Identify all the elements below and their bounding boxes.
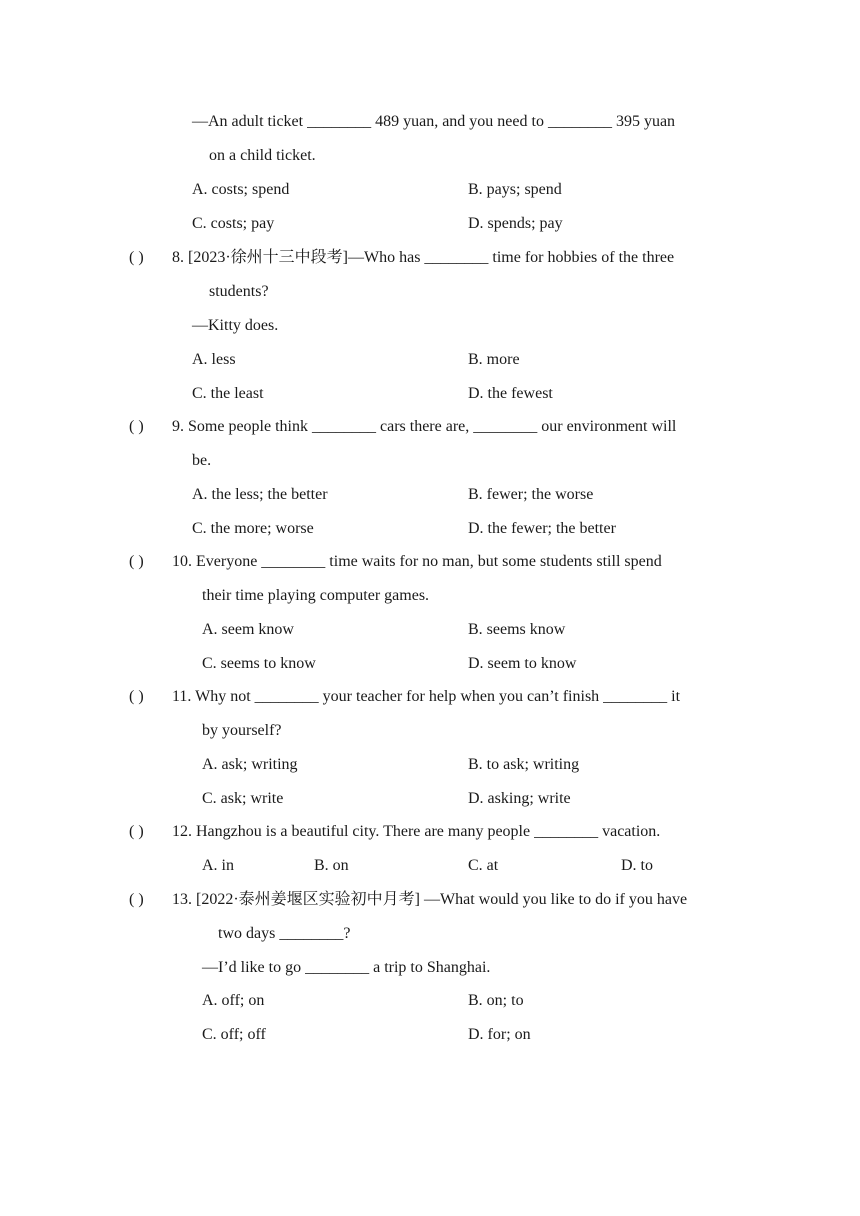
q13-answer-blank: ( ): [129, 891, 144, 908]
q12-line1: 12. Hangzhou is a beautiful city. There are many people ________ vacation.: [172, 823, 661, 840]
q8-line1: 8. [2023·徐州十三中段考]—Who has ________ time for hobbies of the three: [172, 249, 675, 266]
q13-option-b: B. on; to: [468, 992, 524, 1009]
q13-line2: two days ________?: [218, 925, 351, 942]
q8-answer-blank: ( ): [129, 249, 144, 266]
q10-line1: 10. Everyone ________ time waits for no man, but some students still spend: [172, 553, 662, 570]
q12-answer-blank: ( ): [129, 823, 144, 840]
q7-option-c: C. costs; pay: [192, 215, 275, 232]
q9-option-b: B. fewer; the worse: [468, 486, 594, 503]
q11-option-c: C. ask; write: [202, 790, 284, 807]
q8-option-a: A. less: [192, 351, 236, 368]
q13-line1: 13. [2022·泰州姜堰区实验初中月考] —What would you like to do if you have: [172, 891, 688, 908]
q11-option-d: D. asking; write: [468, 790, 571, 807]
q8-option-c: C. the least: [192, 385, 264, 402]
q9-line1: 9. Some people think ________ cars there are, ________ our environment will: [172, 418, 677, 435]
q10-line2: their time playing computer games.: [202, 587, 430, 604]
q7-line2: on a child ticket.: [209, 147, 316, 164]
q8-option-d: D. the fewest: [468, 385, 553, 402]
q10-option-d: D. seem to know: [468, 655, 577, 672]
q8-option-b: B. more: [468, 351, 520, 368]
q12-option-c: C. at: [468, 857, 499, 874]
q7-option-a: A. costs; spend: [192, 181, 290, 198]
q10-option-a: A. seem know: [202, 621, 294, 638]
q10-option-c: C. seems to know: [202, 655, 316, 672]
q11-option-b: B. to ask; writing: [468, 756, 580, 773]
q7-option-d: D. spends; pay: [468, 215, 563, 232]
q8-line2: students?: [209, 283, 269, 300]
q7-line1: —An adult ticket ________ 489 yuan, and you need to ________ 395 yuan: [192, 113, 676, 130]
q10-answer-blank: ( ): [129, 553, 144, 570]
q12-option-d: D. to: [621, 857, 653, 874]
q10-option-b: B. seems know: [468, 621, 566, 638]
q12-option-a: A. in: [202, 857, 234, 874]
q9-option-d: D. the fewer; the better: [468, 520, 616, 537]
q13-option-a: A. off; on: [202, 992, 265, 1009]
q9-option-c: C. the more; worse: [192, 520, 314, 537]
q11-line1: 11. Why not ________ your teacher for help when you can’t finish ________ it: [172, 688, 681, 705]
q12-option-b: B. on: [314, 857, 349, 874]
q9-line2: be.: [192, 452, 212, 469]
q9-option-a: A. the less; the better: [192, 486, 328, 503]
q13-line3: —I’d like to go ________ a trip to Shanghai.: [202, 959, 491, 976]
q13-option-d: D. for; on: [468, 1026, 531, 1043]
q13-option-c: C. off; off: [202, 1026, 266, 1043]
q11-answer-blank: ( ): [129, 688, 144, 705]
q11-line2: by yourself?: [202, 722, 282, 739]
q9-answer-blank: ( ): [129, 418, 144, 435]
q8-line3: —Kitty does.: [192, 317, 279, 334]
q7-option-b: B. pays; spend: [468, 181, 562, 198]
q11-option-a: A. ask; writing: [202, 756, 298, 773]
